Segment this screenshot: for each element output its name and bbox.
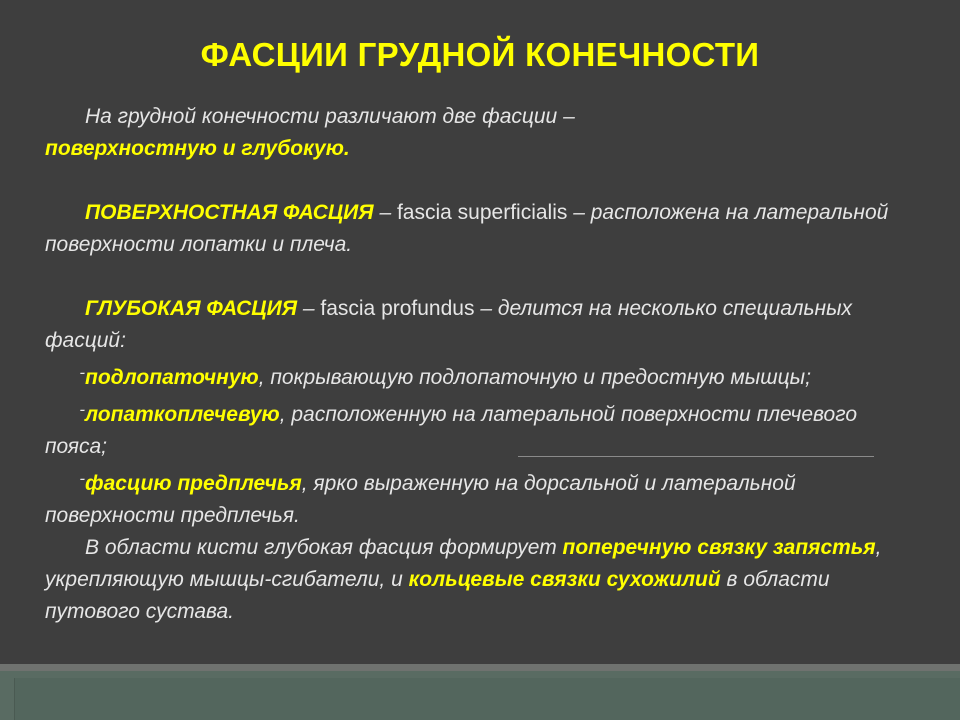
- list-item: [45, 463, 915, 532]
- slide-body: [45, 101, 915, 628]
- superficial-heading: ПОВЕРХНОСТНАЯ ФАСЦИЯ: [85, 201, 374, 224]
- closing-highlight-2: кольцевые связки сухожилий: [408, 568, 721, 591]
- superficial-paragraph: [45, 197, 915, 261]
- closing-paragraph: [45, 532, 915, 628]
- divider-line: [518, 456, 874, 457]
- list-item: [45, 394, 915, 463]
- superficial-latin: fascia superficialis: [396, 201, 568, 224]
- deep-heading: ГЛУБОКАЯ ФАСЦИЯ: [85, 297, 298, 320]
- item-text: , ярко выраженную на дорсальной и латеральной поверхности предплечья.: [45, 472, 796, 527]
- intro-paragraph: [45, 101, 915, 165]
- item-term: подлопаточную: [85, 366, 259, 389]
- closing-text-1: В области кисти глубокая фасция формирует: [85, 536, 563, 559]
- superficial-sep: –: [373, 201, 397, 224]
- item-term: фасцию предплечья: [85, 472, 302, 495]
- deep-rest: – делится на несколько специальных фасций:: [45, 297, 853, 352]
- closing-text-3: в области путового сустава.: [45, 568, 830, 623]
- footer-divider: [0, 664, 960, 671]
- item-term: лопаткоплечевую: [85, 403, 280, 426]
- list-item: [45, 357, 915, 394]
- slide-title: ФАСЦИИ ГРУДНОЙ КОНЕЧНОСТИ: [200, 36, 760, 73]
- item-text: , покрывающую подлопаточную и предостную мышцы;: [258, 366, 811, 389]
- deep-latin: fascia profundus: [320, 297, 475, 320]
- dash-bullet: -: [79, 363, 85, 382]
- item-text: , расположенную на латеральной поверхности плечевого пояса;: [45, 403, 858, 458]
- superficial-rest: – расположена на латеральной поверхности лопатки и плеча.: [45, 201, 889, 256]
- dash-bullet: -: [79, 400, 85, 419]
- deep-paragraph: [45, 293, 915, 357]
- deep-sep: –: [297, 297, 321, 320]
- closing-highlight-1: поперечную связку запястья: [562, 536, 876, 559]
- closing-text-2: , укрепляющую мышцы-сгибатели, и: [45, 536, 882, 591]
- footer-panel: [14, 678, 960, 720]
- intro-highlight: поверхностную и глубокую.: [45, 137, 350, 160]
- dash-bullet: -: [79, 469, 85, 488]
- intro-text: На грудной конечности различают две фасции –: [85, 105, 575, 128]
